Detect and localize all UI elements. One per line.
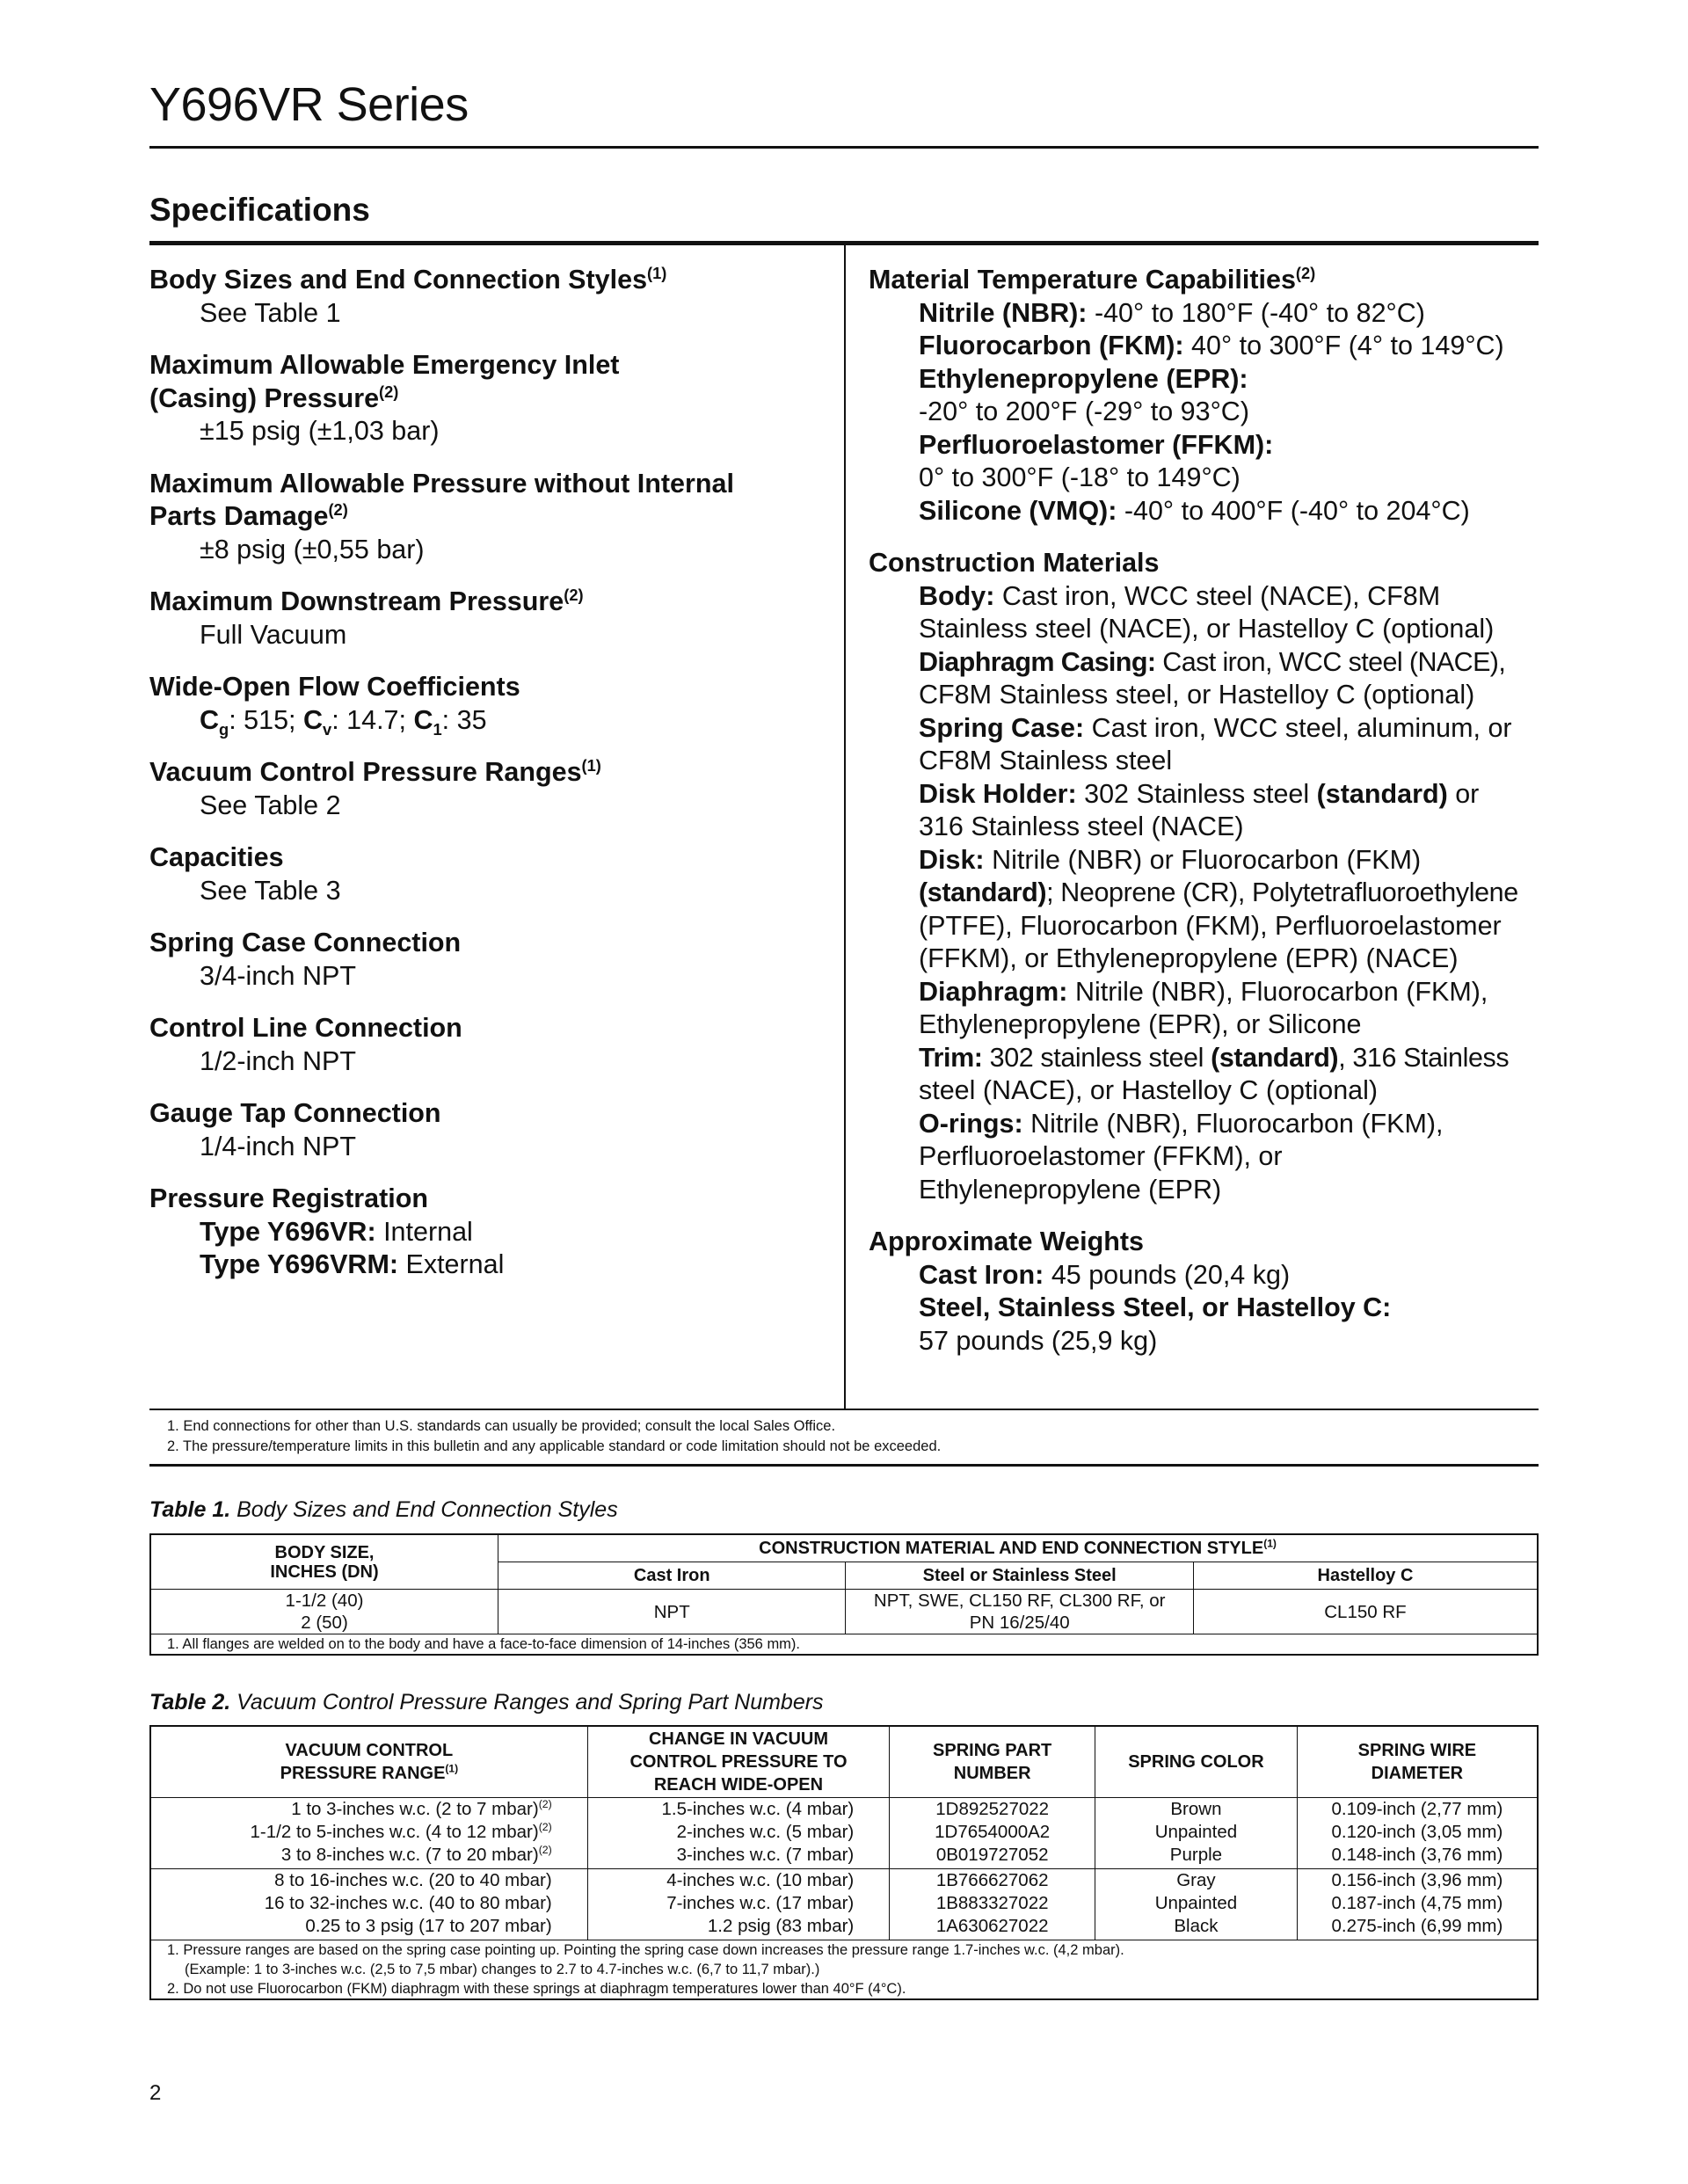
- cell-part: 1D7654000A2: [890, 1821, 1095, 1844]
- material-disk-holder-cont: 316 Stainless steel (NACE): [919, 812, 1244, 841]
- table-row: [150, 1590, 1538, 1634]
- cell-body-size: 1-1/2 (40) 2 (50): [150, 1590, 498, 1634]
- table-row: [150, 1821, 1538, 1844]
- table-row: [150, 1869, 1538, 1893]
- header-body-size: BODY SIZE, INCHES (DN): [150, 1534, 498, 1590]
- material-orings-cont: Perfluoroelastomer (FFKM), or: [919, 1141, 1283, 1171]
- cell-wire: 0.275-inch (6,99 mm): [1297, 1915, 1538, 1940]
- footnote: (Example: 1 to 3-inches w.c. (2,5 to 7,5 mbar) changes to 2.7 to 4.7-inches w.c. (6,7 to 11,7 mbar).): [185, 1962, 820, 1977]
- cell-wire: 0.187-inch (4,75 mm): [1297, 1892, 1538, 1915]
- cell-color: Gray: [1095, 1869, 1298, 1893]
- weight-cast-iron: Cast Iron: 45 pounds (20,4 kg): [919, 1259, 1291, 1290]
- temp-nitrile: Nitrile (NBR): -40° to 180°F (-40° to 82°C): [919, 297, 1425, 328]
- table-row: [150, 1844, 1538, 1869]
- spec-label: Construction Materials: [869, 548, 1160, 578]
- footnote: 1. Pressure ranges are based on the spring case pointing up. Pointing the spring case down increases the pressure range 1.7-inches w.c. (4,2 mbar).: [167, 1942, 1124, 1958]
- spec-value: $C_g$: 515; $C_v$: 14.7; $C_1$: 35: [200, 704, 487, 739]
- spec-value: 3/4-inch NPT: [200, 960, 356, 991]
- header-hastelloy: Hastelloy C: [1193, 1562, 1538, 1590]
- page-number: 2: [149, 2081, 162, 2105]
- table2-caption: Table 2. Vacuum Control Pressure Ranges and Spring Part Numbers: [149, 1690, 824, 1714]
- spec-approximate-weights: [869, 1226, 1546, 1358]
- specifications-left-column: [149, 264, 826, 1301]
- column-divider: [844, 245, 846, 1409]
- specification-footnotes: [167, 1416, 941, 1457]
- cell-cast-iron: NPT: [498, 1590, 846, 1634]
- table-header-row: [150, 1726, 1538, 1798]
- specifications-heading: Specifications: [149, 192, 370, 228]
- cell-part: 1B766627062: [890, 1869, 1095, 1893]
- temp-epr-label: Ethylenepropylene (EPR):: [919, 363, 1248, 394]
- spec-value: See Table 1: [200, 297, 341, 328]
- spec-label: Gauge Tap Connection: [149, 1098, 441, 1128]
- spec-value: Full Vacuum: [200, 619, 347, 650]
- material-disk-cont: (standard); Neoprene (CR), Polytetrafluoroethylene: [919, 877, 1518, 907]
- table1-caption: Table 1. Body Sizes and End Connection Styles: [149, 1497, 618, 1522]
- material-body: Body: Cast iron, WCC steel (NACE), CF8M: [919, 580, 1441, 611]
- temp-ffkm-label: Perfluoroelastomer (FFKM):: [919, 429, 1274, 460]
- spec-label: Maximum Allowable Emergency Inlet (Casing) Pressure$^{(2)}$: [149, 350, 620, 413]
- table2-footnotes: [150, 1940, 1538, 2000]
- material-orings-cont: Ethylenepropylene (EPR): [919, 1174, 1222, 1205]
- spec-label: Capacities: [149, 842, 284, 872]
- table-footnote-row: [150, 1940, 1538, 2000]
- table-row: [150, 1798, 1538, 1822]
- table1-body-sizes: [149, 1533, 1539, 1656]
- header-pressure-range: VACUUM CONTROL PRESSURE RANGE$^{(1)}$: [150, 1726, 587, 1798]
- cell-wire: 0.109-inch (2,77 mm): [1297, 1798, 1538, 1822]
- spec-capacities: [149, 841, 826, 907]
- cell-range: 1-1/2 to 5-inches w.c. (4 to 12 mbar)$^{(2)}$: [150, 1821, 587, 1844]
- temp-silicone: Silicone (VMQ): -40° to 400°F (-40° to 204°C): [919, 495, 1470, 526]
- specifications-right-column: [869, 264, 1546, 1377]
- cell-wire: 0.156-inch (3,96 mm): [1297, 1869, 1538, 1893]
- cell-range: 3 to 8-inches w.c. (7 to 20 mbar)$^{(2)}$: [150, 1844, 587, 1869]
- material-disk: Disk: Nitrile (NBR) or Fluorocarbon (FKM): [919, 844, 1422, 875]
- material-disk-cont: (FFKM), or Ethylenepropylene (EPR) (NACE): [919, 943, 1459, 973]
- spec-label: Material Temperature Capabilities$^{(2)}$: [869, 263, 1316, 295]
- spec-internal-parts-pressure: [149, 468, 826, 567]
- spec-control-line-connection: [149, 1012, 826, 1078]
- spec-label: Pressure Registration: [149, 1183, 428, 1213]
- spec-label: Wide-Open Flow Coefficients: [149, 672, 520, 702]
- footnote: 2. The pressure/temperature limits in this bulletin and any applicable standard or code limitation should not be exceeded.: [167, 1438, 942, 1454]
- cell-wire: 0.148-inch (3,76 mm): [1297, 1844, 1538, 1869]
- cell-color: Unpainted: [1095, 1821, 1298, 1844]
- footnote: 1. End connections for other than U.S. standards can usually be provided; consult the local Sales Office.: [167, 1418, 836, 1434]
- spec-label: Control Line Connection: [149, 1013, 462, 1043]
- spec-gauge-tap-connection: [149, 1097, 826, 1163]
- weight-steel-label: Steel, Stainless Steel, or Hastelloy C:: [919, 1292, 1392, 1322]
- spec-temperature-capabilities: [869, 264, 1546, 528]
- spec-label: Body Sizes and End Connection Styles$^{(1)}$: [149, 263, 667, 295]
- cell-part: 1B883327022: [890, 1892, 1095, 1915]
- temp-epr-value: -20° to 200°F (-29° to 93°C): [919, 397, 1249, 426]
- material-casing-cont: CF8M Stainless steel, or Hastelloy C (optional): [919, 680, 1475, 710]
- spec-value: 1/4-inch NPT: [200, 1131, 356, 1161]
- temp-fluorocarbon: Fluorocarbon (FKM): 40° to 300°F (4° to 149°C): [919, 331, 1504, 360]
- header-construction: CONSTRUCTION MATERIAL AND END CONNECTION STYLE$^{(1)}$: [498, 1534, 1539, 1562]
- material-body-cont: Stainless steel (NACE), or Hastelloy C (optional): [919, 614, 1495, 644]
- spec-emergency-inlet-pressure: [149, 349, 826, 448]
- spec-label: Maximum Downstream Pressure$^{(2)}$: [149, 585, 584, 616]
- spec-value: Type Y696VR: Internal: [200, 1216, 473, 1247]
- spec-flow-coefficients: [149, 671, 826, 737]
- header-change: CHANGE IN VACUUM CONTROL PRESSURE TO REACH WIDE-OPEN: [587, 1726, 890, 1798]
- weight-steel-value: 57 pounds (25,9 kg): [919, 1325, 1158, 1356]
- cell-change: 3-inches w.c. (7 mbar): [587, 1844, 890, 1869]
- header-part-number: SPRING PART NUMBER: [890, 1726, 1095, 1798]
- table-footnote-row: [150, 1634, 1538, 1656]
- document-title: Y696VR Series: [149, 78, 469, 131]
- spec-spring-case-connection: [149, 927, 826, 993]
- header-spring-color: SPRING COLOR: [1095, 1726, 1298, 1798]
- table-row: [150, 1915, 1538, 1940]
- cell-part: 1D892527022: [890, 1798, 1095, 1822]
- cell-change: 1.5-inches w.c. (4 mbar): [587, 1798, 890, 1822]
- temp-ffkm-value: 0° to 300°F (-18° to 149°C): [919, 462, 1241, 492]
- cell-change: 1.2 psig (83 mbar): [587, 1915, 890, 1940]
- table1-footnote: 1. All flanges are welded on to the body and have a face-to-face dimension of 14-inches (356 mm).: [150, 1634, 1538, 1656]
- spec-body-sizes: [149, 264, 826, 330]
- cell-range: 16 to 32-inches w.c. (40 to 80 mbar): [150, 1892, 587, 1915]
- cell-color: Brown: [1095, 1798, 1298, 1822]
- cell-range: 8 to 16-inches w.c. (20 to 40 mbar): [150, 1869, 587, 1893]
- material-diaphragm-cont: Ethylenepropylene (EPR), or Silicone: [919, 1009, 1362, 1039]
- material-diaphragm: Diaphragm: Nitrile (NBR), Fluorocarbon (FKM),: [919, 976, 1488, 1007]
- cell-steel: NPT, SWE, CL150 RF, CL300 RF, or PN 16/25/40: [846, 1590, 1194, 1634]
- spec-label: Approximate Weights: [869, 1227, 1144, 1256]
- cell-part: 1A630627022: [890, 1915, 1095, 1940]
- table2-pressure-ranges: [149, 1725, 1539, 2000]
- cell-change: 4-inches w.c. (10 mbar): [587, 1869, 890, 1893]
- footnote: 2. Do not use Fluorocarbon (FKM) diaphragm with these springs at diaphragm temperatures lower than 40°F (4°C).: [167, 1981, 906, 1997]
- cell-part: 0B019727052: [890, 1844, 1095, 1869]
- header-cast-iron: Cast Iron: [498, 1562, 846, 1590]
- spec-value: 1/2-inch NPT: [200, 1045, 356, 1076]
- header-rule: [149, 146, 1539, 149]
- cell-range: 0.25 to 3 psig (17 to 207 mbar): [150, 1915, 587, 1940]
- material-trim-cont: steel (NACE), or Hastelloy C (optional): [919, 1075, 1379, 1105]
- material-spring-case-cont: CF8M Stainless steel: [919, 746, 1173, 775]
- header-wire-diameter: SPRING WIRE DIAMETER: [1297, 1726, 1538, 1798]
- spec-value: See Table 2: [200, 790, 341, 820]
- cell-change: 2-inches w.c. (5 mbar): [587, 1821, 890, 1844]
- cell-color: Purple: [1095, 1844, 1298, 1869]
- spec-value: ±8 psig (±0,55 bar): [200, 534, 425, 564]
- spec-vacuum-control-ranges: [149, 756, 826, 822]
- cell-color: Black: [1095, 1915, 1298, 1940]
- spec-value: See Table 3: [200, 875, 341, 906]
- table-header-row: [150, 1534, 1538, 1562]
- spec-label: Maximum Allowable Pressure without Internal Parts Damage$^{(2)}$: [149, 468, 734, 531]
- cell-wire: 0.120-inch (3,05 mm): [1297, 1821, 1538, 1844]
- material-orings: O-rings: Nitrile (NBR), Fluorocarbon (FKM),: [919, 1108, 1444, 1139]
- header-steel: Steel or Stainless Steel: [846, 1562, 1194, 1590]
- material-disk-cont: (PTFE), Fluorocarbon (FKM), Perfluoroelastomer: [919, 910, 1502, 941]
- notes-rule-top: [149, 1409, 1539, 1410]
- spec-value: ±15 psig (±1,03 bar): [200, 416, 440, 446]
- spec-construction-materials: [869, 547, 1546, 1206]
- cell-range: 1 to 3-inches w.c. (2 to 7 mbar)$^{(2)}$: [150, 1798, 587, 1822]
- material-disk-holder: Disk Holder: 302 Stainless steel (standard) or: [919, 778, 1480, 809]
- cell-color: Unpainted: [1095, 1892, 1298, 1915]
- cell-change: 7-inches w.c. (17 mbar): [587, 1892, 890, 1915]
- spec-label: Spring Case Connection: [149, 928, 462, 957]
- material-trim: Trim: 302 stainless steel (standard), 316 Stainless: [919, 1042, 1510, 1073]
- table-row: [150, 1892, 1538, 1915]
- spec-label: Vacuum Control Pressure Ranges$^{(1)}$: [149, 755, 601, 787]
- spec-downstream-pressure: [149, 586, 826, 652]
- spec-pressure-registration: [149, 1183, 826, 1282]
- material-casing: Diaphragm Casing: Cast iron, WCC steel (NACE),: [919, 646, 1506, 677]
- notes-rule-bottom: [149, 1464, 1539, 1467]
- cell-hastelloy: CL150 RF: [1193, 1590, 1538, 1634]
- material-spring-case: Spring Case: Cast iron, WCC steel, aluminum, or: [919, 712, 1512, 743]
- spec-value: Type Y696VRM: External: [200, 1249, 505, 1279]
